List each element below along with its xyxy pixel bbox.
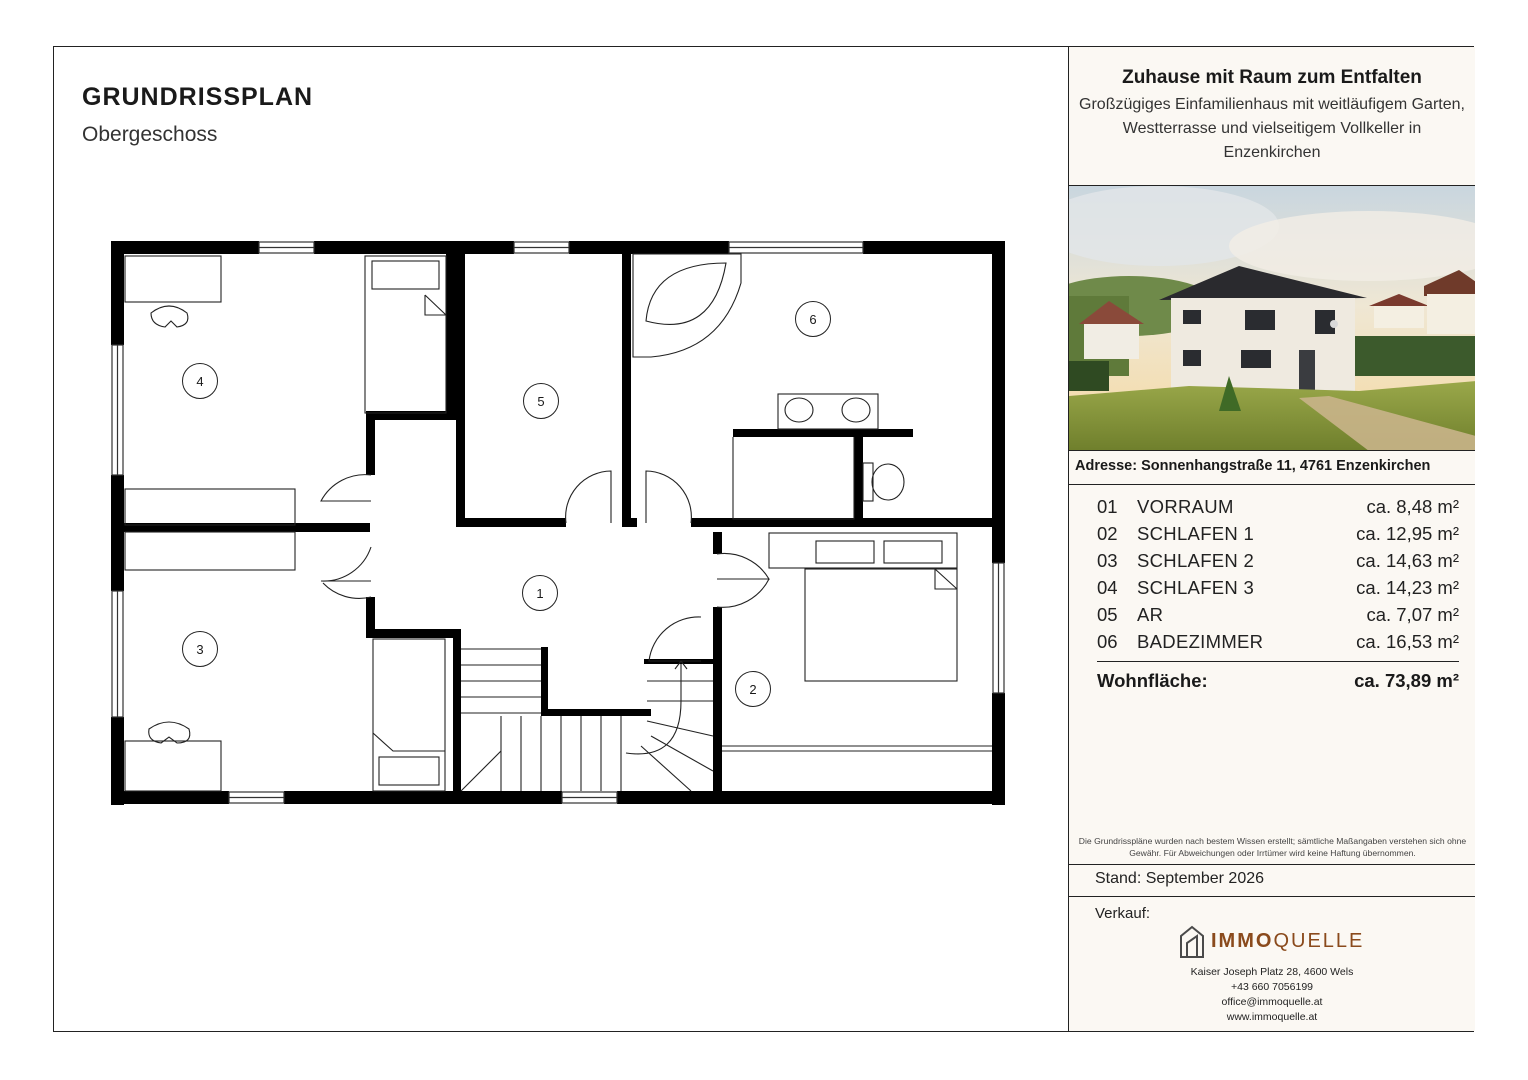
contact-block	[1069, 965, 1475, 1025]
room-row	[1097, 547, 1459, 574]
room-name: SCHLAFEN 3	[1137, 577, 1255, 598]
listing-title: Zuhause mit Raum zum Entfalten	[1122, 67, 1422, 88]
room-number: 05	[1097, 604, 1118, 625]
room-label-6: 6	[795, 301, 831, 337]
info-panel	[1068, 47, 1475, 1031]
address: Adresse: Sonnenhangstraße 11, 4761 Enzenkirchen	[1075, 458, 1431, 474]
room-name: VORRAUM	[1137, 496, 1234, 517]
room-row	[1097, 574, 1459, 601]
divider	[1069, 896, 1475, 897]
room-label-2: 2	[735, 671, 771, 707]
room-area: ca. 14,63 m²	[1356, 550, 1459, 571]
plan-sheet	[53, 46, 1474, 1032]
room-table	[1097, 493, 1459, 696]
floorplan-area	[54, 47, 1068, 1031]
disclaimer: Die Grundrisspläne wurden nach bestem Wissen erstellt; sämtliche Maßangaben verstehen sich ohne Gewähr. Für Abweichungen oder Irrtümer wird keine Haftung übernommen.	[1078, 836, 1467, 858]
listing-description: Großzügiges Einfamilienhaus mit weitläufigem Garten, Westterrasse und vielseitigem Vollkeller in Enzenkirchen	[1079, 96, 1465, 161]
room-number: 06	[1097, 631, 1118, 652]
brand-name: IMMOQUELLE	[1211, 930, 1365, 952]
contact-email[interactable]: office@immoquelle.at	[1221, 996, 1323, 1008]
total-label: Wohnfläche:	[1097, 670, 1208, 691]
room-label-1: 1	[522, 575, 558, 611]
plan-title: GRUNDRISSPLAN	[82, 83, 314, 111]
room-area: ca. 12,95 m²	[1356, 523, 1459, 544]
total-row	[1097, 661, 1459, 696]
room-area: ca. 7,07 m²	[1366, 604, 1459, 625]
stand-date: Stand: September 2026	[1095, 870, 1265, 887]
divider	[1069, 864, 1475, 865]
room-label-4: 4	[182, 363, 218, 399]
contact-web[interactable]: www.immoquelle.at	[1226, 1011, 1318, 1023]
room-number: 04	[1097, 577, 1118, 598]
room-name: BADEZIMMER	[1137, 631, 1264, 652]
room-label-5: 5	[523, 383, 559, 419]
floorplan-drawing	[54, 47, 1068, 1033]
room-label-3: 3	[182, 631, 218, 667]
brand-logo	[1179, 923, 1379, 959]
sale-label: Verkauf:	[1095, 905, 1151, 922]
room-number: 02	[1097, 523, 1118, 544]
room-row	[1097, 628, 1459, 655]
total-value: ca. 73,89 m²	[1354, 670, 1459, 691]
contact-address: Kaiser Joseph Platz 28, 4600 Wels	[1190, 966, 1354, 978]
plan-subtitle: Obergeschoss	[82, 123, 218, 146]
room-row	[1097, 493, 1459, 520]
room-area: ca. 16,53 m²	[1356, 631, 1459, 652]
divider	[1069, 484, 1475, 485]
walls	[111, 241, 1005, 805]
room-area: ca. 8,48 m²	[1366, 496, 1459, 517]
room-row	[1097, 601, 1459, 628]
info-header	[1069, 47, 1475, 186]
room-number: 01	[1097, 496, 1118, 517]
room-name: AR	[1137, 604, 1164, 625]
room-name: SCHLAFEN 1	[1137, 523, 1255, 544]
room-area: ca. 14,23 m²	[1356, 577, 1459, 598]
room-number: 03	[1097, 550, 1118, 571]
house-logo-icon	[1179, 925, 1205, 959]
house-photo	[1069, 186, 1475, 451]
room-row	[1097, 520, 1459, 547]
room-name: SCHLAFEN 2	[1137, 550, 1255, 571]
contact-phone[interactable]: +43 660 7056199	[1230, 981, 1314, 993]
